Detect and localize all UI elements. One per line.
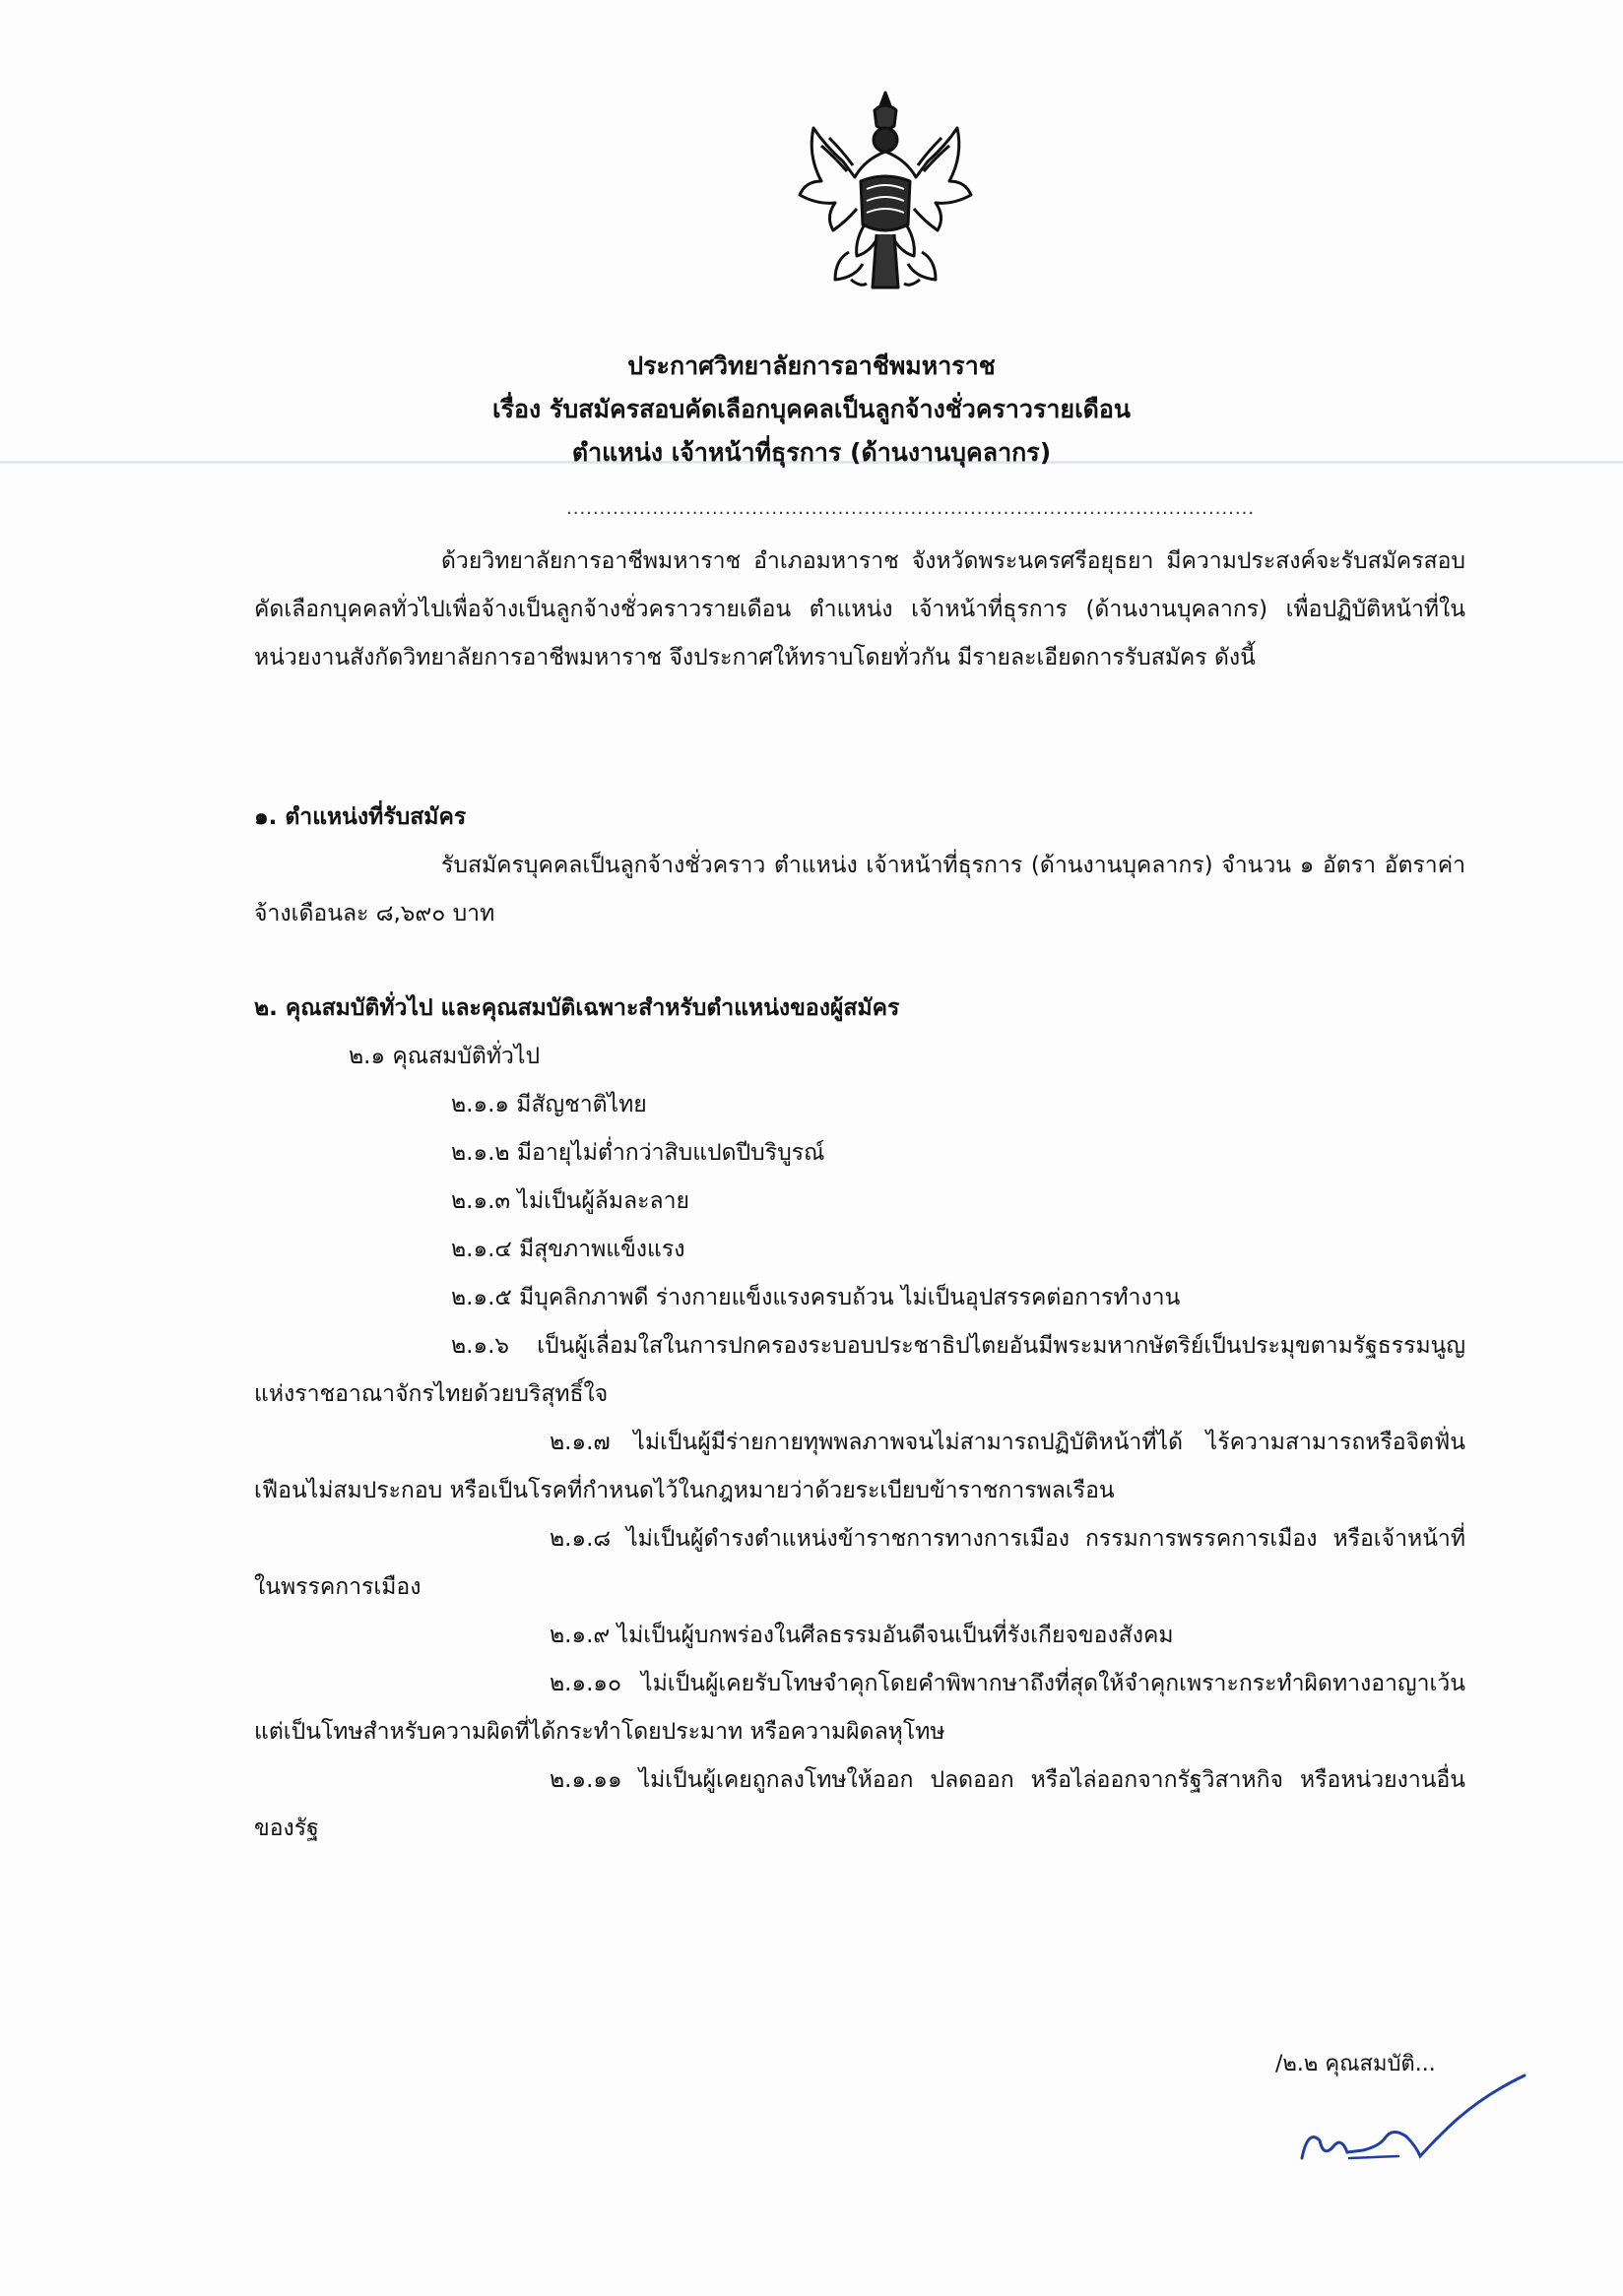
- title-line-3: ตำแหน่ง เจ้าหน้าที่ธุรการ (ด้านงานบุคลากร): [571, 438, 1052, 467]
- section-2-heading: ๒. คุณสมบัติทั่วไป และคุณสมบัติเฉพาะสำหรับตำแหน่งของผู้สมัคร: [254, 995, 900, 1021]
- list-item: ๒.๑.๒ มีอายุไม่ต่ำกว่าสิบแปดปีบริบูรณ์: [451, 1140, 825, 1166]
- section-1-text: รับสมัครบุคคลเป็นลูกจ้างชั่วคราว ตำแหน่ง เจ้าหน้าที่ธุรการ (ด้านงานบุคลากร) จำนวน ๑ อัตรา อัตราค่าจ้างเดือนละ ๘,๖๙๐ บาท: [254, 853, 1465, 926]
- list-item: ๒.๑.๘ ไม่เป็นผู้ดำรงตำแหน่งข้าราชการทางการเมือง กรรมการพรรคการเมือง หรือเจ้าหน้าที่ในพรรคการเมือง: [254, 1526, 1465, 1600]
- title-line-2: เรื่อง รับสมัครสอบคัดเลือกบุคคลเป็นลูกจ้างชั่วคราวรายเดือน: [492, 395, 1131, 423]
- section-2-1-heading: ๒.๑ คุณสมบัติทั่วไป: [349, 1044, 541, 1069]
- list-item: ๒.๑.๗ ไม่เป็นผู้มีร่ายกายทุพพลภาพจนไม่สามารถปฏิบัติหน้าที่ได้ ไร้ความสามารถหรือจิตฟั่นเฟือนไม่สมประกอบ หรือเป็นโรคที่กำหนดไว้ในกฎหมายว่าด้วยระเบียบข้าราชการพลเรือน: [254, 1430, 1465, 1503]
- list-item: ๒.๑.๑๑ ไม่เป็นผู้เคยถูกลงโทษให้ออก ปลดออก หรือไล่ออกจากรัฐวิสาหกิจ หรือหน่วยงานอื่นของรัฐ: [254, 1767, 1465, 1841]
- continuation-note: /๒.๒ คุณสมบัติ...: [1275, 2052, 1436, 2076]
- list-item: ๒.๑.๖ เป็นผู้เลื่อมใสในการปกครองระบอบประชาธิปไตยอันมีพระมหากษัตริย์เป็นประมุขตามรัฐธรรมนูญแห่งราชอาณาจักรไทยด้วยบริสุทธิ์ใจ: [254, 1333, 1465, 1407]
- title-line-1: ประกาศวิทยาลัยการอาชีพมหาราช: [627, 351, 996, 380]
- list-item: ๒.๑.๑๐ ไม่เป็นผู้เคยรับโทษจำคุกโดยคำพิพากษาถึงที่สุดให้จำคุกเพราะกระทำผิดทางอาญาเว้นแต่เป็นโทษสำหรับความผิดที่ได้กระทำโดยประมาท หรือความผิดลหุโทษ: [254, 1671, 1465, 1745]
- list-item: ๒.๑.๓ ไม่เป็นผู้ล้มละลาย: [451, 1188, 689, 1214]
- list-item: ๒.๑.๕ มีบุคลิกภาพดี ร่างกายแข็งแรงครบถ้วน ไม่เป็นอุปสรรคต่อการทำงาน: [451, 1285, 1181, 1310]
- garuda-emblem-icon: [796, 87, 975, 295]
- list-item: ๒.๑.๔ มีสุขภาพแข็งแรง: [451, 1237, 685, 1262]
- section-1-heading: ๑. ตำแหน่งที่รับสมัคร: [254, 804, 467, 830]
- signature-image: [1290, 2068, 1546, 2176]
- list-item: ๒.๑.๙ ไม่เป็นผู้บกพร่องในศีลธรรมอันดีจนเป็นที่รังเกียจของสังคม: [550, 1623, 1174, 1648]
- list-item: ๒.๑.๑ มีสัญชาติไทย: [451, 1092, 647, 1117]
- intro-paragraph: ด้วยวิทยาลัยการอาชีพมหาราช อำเภอมหาราช จังหวัดพระนครศรีอยุธยา มีความประสงค์จะรับสมัครสอบคัดเลือกบุคคลทั่วไปเพื่อจ้างเป็นลูกจ้างชั่วคราวรายเดือน ตำแหน่ง เจ้าหน้าที่ธุรการ (ด้านงานบุคลากร) เพื่อปฏิบัติหน้าที่ในหน่วยงานสังกัดวิทยาลัยการอาชีพมหาราช จึงประกาศให้ทราบโดยทั่วกัน มีรายละเอียดการรับสมัคร ดังนี้: [254, 548, 1465, 670]
- title-separator: ........................................................................................................: [566, 498, 1256, 519]
